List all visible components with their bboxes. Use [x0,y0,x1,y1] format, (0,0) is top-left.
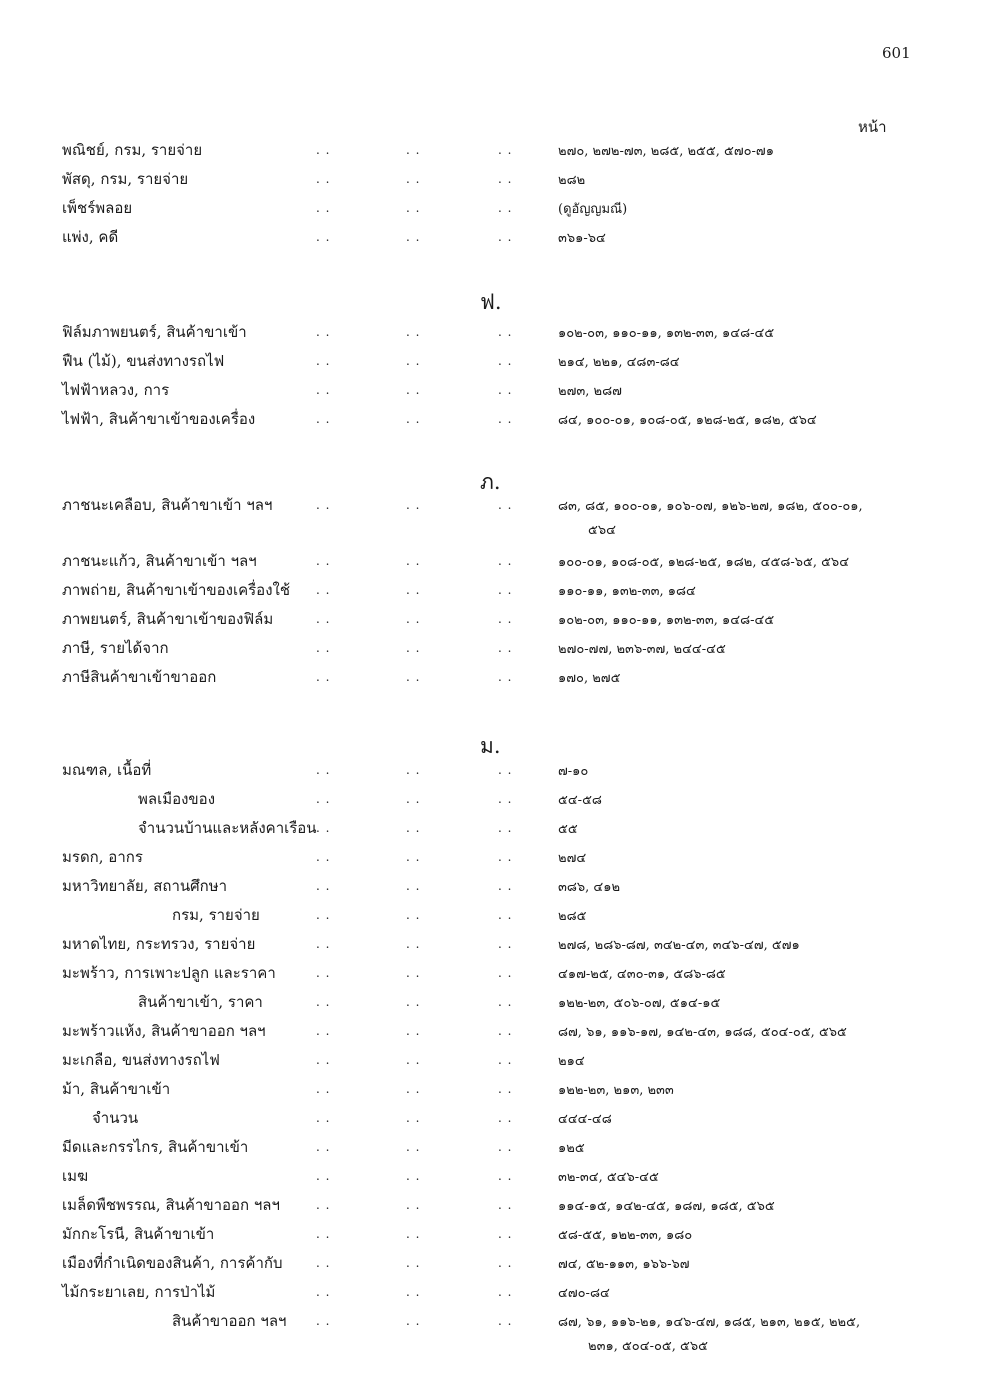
leader-dots: . . [498,995,513,1009]
leader-dots: . . [316,1082,331,1096]
entry-term: ภาษี, รายได้จาก [62,639,169,657]
leader-dots: . . [316,1169,331,1183]
leader-dots: . . [316,641,331,655]
entry-term: พณิชย์, กรม, รายจ่าย [62,141,203,159]
leader-dots: . . [406,143,421,157]
entry-pages-continued: ๒๓๑, ๕๐๔-๐๕, ๕๖๕ [588,1339,708,1354]
index-entry [62,963,932,989]
entry-pages: ๒๑๔ [558,1054,585,1069]
leader-dots: . . [406,641,421,655]
leader-dots: . . [498,1227,513,1241]
index-entry [62,380,932,406]
leader-dots: . . [316,763,331,777]
leader-dots: . . [498,1140,513,1154]
entry-pages: ๔๑๗-๒๕, ๔๓๐-๓๑, ๕๘๖-๘๕ [558,967,726,982]
entry-pages: ๘๗, ๖๑, ๑๑๖-๑๗, ๑๔๒-๔๓, ๑๘๘, ๕๐๔-๐๕, ๕๖๕ [558,1025,847,1040]
entry-term: แพ่ง, คดี [62,228,119,246]
leader-dots: . . [498,583,513,597]
leader-dots: . . [498,792,513,806]
leader-dots: . . [498,879,513,893]
entry-term: พลเมืองของ [138,790,216,808]
entry-term: จำนวน [92,1109,139,1127]
index-entry [62,409,932,435]
entry-term: เมืองที่กำเนิดของสินค้า, การค้ากับ [62,1254,283,1272]
leader-dots: . . [406,498,421,512]
leader-dots: . . [316,230,331,244]
leader-dots: . . [316,583,331,597]
leader-dots: . . [406,908,421,922]
leader-dots: . . [316,554,331,568]
index-entry [62,1050,932,1076]
leader-dots: . . [316,354,331,368]
index-entry [62,789,932,815]
leader-dots: . . [406,412,421,426]
entry-pages-continued: ๕๖๔ [588,523,616,538]
leader-dots: . . [498,1082,513,1096]
leader-dots: . . [498,325,513,339]
entry-term: มะเกลือ, ขนส่งทางรถไฟ [62,1051,220,1069]
leader-dots: . . [316,879,331,893]
index-entry [62,1137,932,1163]
entry-term: กรม, รายจ่าย [172,906,260,924]
entry-pages: ๑๑๐-๑๑, ๑๓๒-๓๓, ๑๘๔ [558,584,696,599]
index-entry [62,1311,932,1354]
leader-dots: . . [406,1285,421,1299]
leader-dots: . . [316,966,331,980]
entry-pages: ๕๔-๕๘ [558,793,602,808]
entry-pages: ๗-๑๐ [558,764,589,779]
leader-dots: . . [406,995,421,1009]
entry-term: ไม้กระยาเลย, การป่าไม้ [62,1283,216,1301]
entry-term: มณฑล, เนื้อที่ [62,761,152,779]
index-entry [62,580,932,606]
entry-pages: ๓๖๑-๖๔ [558,231,606,246]
leader-dots: . . [316,1111,331,1125]
entry-pages: ๑๒๒-๒๓, ๕๐๖-๐๗, ๕๑๔-๑๕ [558,996,721,1011]
entry-pages: ๕๘-๕๕, ๑๒๒-๓๓, ๑๘๐ [558,1228,693,1243]
entry-term: ภาชนะเคลือบ, สินค้าขาเข้า ฯลฯ [62,496,273,514]
section-letter: ม. [480,734,501,758]
entry-pages: ๕๕ [558,822,578,837]
index-entry [62,609,932,635]
leader-dots: . . [316,172,331,186]
entry-pages: ๑๐๐-๐๑, ๑๐๘-๐๕, ๑๒๘-๒๕, ๑๘๒, ๔๕๘-๖๕, ๕๖๔ [558,555,850,570]
index-entry [62,551,932,577]
leader-dots: . . [316,850,331,864]
leader-dots: . . [406,1053,421,1067]
entry-pages: ๑๒๒-๒๓, ๒๑๓, ๒๓๓ [558,1083,674,1098]
index-entry [62,847,932,873]
leader-dots: . . [498,908,513,922]
leader-dots: . . [316,325,331,339]
leader-dots: . . [316,612,331,626]
leader-dots: . . [316,670,331,684]
index-entry [62,198,932,224]
page-number: 601 [882,44,911,62]
entry-term: ภาษีสินค้าขาเข้าขาออก [62,668,217,686]
leader-dots: . . [498,763,513,777]
entry-pages: ๒๗๓, ๒๘๗ [558,384,622,399]
index-entry [62,760,932,786]
entry-term: ฟืน (ไม้), ขนส่งทางรถไฟ [62,352,225,370]
index-entry [62,169,932,195]
index-entry [62,876,932,902]
entry-term: จำนวนบ้านและหลังคาเรือน [138,819,317,837]
leader-dots: . . [406,1111,421,1125]
section-letter: ฟ. [480,290,502,314]
leader-dots: . . [316,792,331,806]
leader-dots: . . [406,850,421,864]
index-entry [62,322,932,348]
entry-pages: ๒๘๕ [558,909,587,924]
leader-dots: . . [406,1169,421,1183]
leader-dots: . . [498,937,513,951]
index-entry [62,934,932,960]
leader-dots: . . [406,1140,421,1154]
leader-dots: . . [406,792,421,806]
leader-dots: . . [316,1314,331,1328]
leader-dots: . . [406,763,421,777]
leader-dots: . . [316,498,331,512]
section-letter: ภ. [480,470,501,494]
leader-dots: . . [498,1314,513,1328]
leader-dots: . . [316,937,331,951]
leader-dots: . . [406,1227,421,1241]
leader-dots: . . [498,201,513,215]
index-entry [62,1282,932,1308]
entry-pages: ๑๗๐, ๒๗๕ [558,671,621,686]
index-entry [62,638,932,664]
index-entry [62,1224,932,1250]
entry-pages: ๘๓, ๘๕, ๑๐๐-๐๑, ๑๐๖-๐๗, ๑๒๖-๒๗, ๑๘๒, ๕๐๐-๐๑, [558,499,863,514]
page-column-label: หน้า [858,118,887,136]
leader-dots: . . [498,143,513,157]
leader-dots: . . [316,412,331,426]
leader-dots: . . [316,1024,331,1038]
entry-term: ภาชนะแก้ว, สินค้าขาเข้า ฯลฯ [62,552,257,570]
leader-dots: . . [316,908,331,922]
leader-dots: . . [406,1024,421,1038]
entry-term: ภาพถ่าย, สินค้าขาเข้าของเครื่องใช้ [62,581,291,599]
entry-pages: ๘๔, ๑๐๐-๐๑, ๑๐๘-๐๕, ๑๒๘-๒๕, ๑๘๒, ๕๖๔ [558,413,817,428]
leader-dots: . . [498,412,513,426]
entry-term: ม้า, สินค้าขาเข้า [62,1080,171,1098]
leader-dots: . . [316,383,331,397]
leader-dots: . . [406,325,421,339]
leader-dots: . . [498,1053,513,1067]
entry-term: เพ็ชร์พลอย [62,199,133,217]
entry-pages: (ดูอัญญมณี) [558,202,628,217]
leader-dots: . . [406,583,421,597]
leader-dots: . . [498,230,513,244]
leader-dots: . . [498,498,513,512]
leader-dots: . . [406,966,421,980]
leader-dots: . . [406,172,421,186]
leader-dots: . . [406,879,421,893]
entry-term: มักกะโรนี, สินค้าขาเข้า [62,1225,215,1243]
leader-dots: . . [406,383,421,397]
entry-pages: ๓๘๖, ๔๑๒ [558,880,621,895]
leader-dots: . . [316,1256,331,1270]
entry-term: มรดก, อากร [62,848,143,866]
leader-dots: . . [406,554,421,568]
leader-dots: . . [406,1198,421,1212]
leader-dots: . . [406,201,421,215]
leader-dots: . . [498,821,513,835]
entry-term: มหาวิทยาลัย, สถานศึกษา [62,877,228,895]
entry-pages: ๗๔, ๕๒-๑๑๓, ๑๖๖-๖๗ [558,1257,690,1272]
index-entry [62,1079,932,1105]
entry-term: ฟิล์มภาพยนตร์, สินค้าขาเข้า [62,323,247,341]
leader-dots: . . [316,1140,331,1154]
index-entry [62,1166,932,1192]
index-entry [62,1108,932,1134]
leader-dots: . . [316,1227,331,1241]
index-entry [62,140,932,166]
leader-dots: . . [406,1314,421,1328]
leader-dots: . . [406,821,421,835]
leader-dots: . . [498,966,513,980]
index-entry [62,992,932,1018]
entry-pages: ๑๐๒-๐๓, ๑๑๐-๑๑, ๑๓๒-๓๓, ๑๔๘-๔๕ [558,326,775,341]
entry-pages: ๒๗๔ [558,851,587,866]
index-entry [62,1253,932,1279]
entry-term: เมล็ดพืชพรรณ, สินค้าขาออก ฯลฯ [62,1196,280,1214]
leader-dots: . . [498,1024,513,1038]
entry-term: เมฆ [62,1167,89,1185]
entry-term: สินค้าขาเข้า, ราคา [138,993,263,1011]
entry-pages: ๑๒๕ [558,1141,585,1156]
entry-term: มะพร้าว, การเพาะปลูก และราคา [62,964,276,982]
entry-pages: ๒๘๒ [558,173,586,188]
entry-term: สินค้าขาออก ฯลฯ [172,1312,287,1330]
entry-term: ภาพยนตร์, สินค้าขาเข้าของฟิล์ม [62,610,274,628]
leader-dots: . . [406,1082,421,1096]
leader-dots: . . [316,1285,331,1299]
index-entry [62,495,932,538]
leader-dots: . . [498,1198,513,1212]
entry-term: มีดและกรรไกร, สินค้าขาเข้า [62,1138,249,1156]
entry-term: ไฟฟ้า, สินค้าขาเข้าของเครื่อง [62,410,256,428]
leader-dots: . . [498,383,513,397]
entry-pages: ๒๗๘, ๒๘๖-๘๗, ๓๔๒-๔๓, ๓๔๖-๔๗, ๕๗๑ [558,938,800,953]
index-entry [62,227,932,253]
index-entry [62,905,932,931]
leader-dots: . . [498,641,513,655]
leader-dots: . . [406,670,421,684]
entry-pages: ๘๗, ๖๑, ๑๑๖-๒๑, ๑๔๖-๔๗, ๑๘๕, ๒๑๓, ๒๑๕, ๒๒๕, [558,1315,861,1330]
index-entry [62,1021,932,1047]
leader-dots: . . [316,821,331,835]
entry-pages: ๑๐๒-๐๓, ๑๑๐-๑๑, ๑๓๒-๓๓, ๑๔๘-๔๕ [558,613,775,628]
leader-dots: . . [498,554,513,568]
leader-dots: . . [316,1198,331,1212]
entry-pages: ๔๔๔-๔๘ [558,1112,612,1127]
entry-term: พัสดุ, กรม, รายจ่าย [62,170,189,188]
leader-dots: . . [498,1256,513,1270]
leader-dots: . . [498,850,513,864]
leader-dots: . . [498,1169,513,1183]
index-entry [62,1195,932,1221]
leader-dots: . . [498,354,513,368]
leader-dots: . . [406,1256,421,1270]
index-entry [62,351,932,377]
leader-dots: . . [498,1111,513,1125]
index-entry [62,667,932,693]
entry-pages: ๒๗๐, ๒๗๒-๗๓, ๒๘๕, ๒๕๕, ๕๗๐-๗๑ [558,144,774,159]
entry-pages: ๑๑๔-๑๕, ๑๔๒-๔๕, ๑๘๗, ๑๘๕, ๕๖๕ [558,1199,775,1214]
entry-pages: ๒๑๔, ๒๒๑, ๔๘๓-๘๔ [558,355,680,370]
entry-pages: ๓๒-๓๔, ๕๔๖-๔๕ [558,1170,659,1185]
leader-dots: . . [316,201,331,215]
leader-dots: . . [406,230,421,244]
entry-term: มหาดไทย, กระทรวง, รายจ่าย [62,935,256,953]
leader-dots: . . [316,995,331,1009]
index-entry [62,818,932,844]
leader-dots: . . [316,1053,331,1067]
leader-dots: . . [498,172,513,186]
leader-dots: . . [406,937,421,951]
leader-dots: . . [406,354,421,368]
leader-dots: . . [316,143,331,157]
entry-pages: ๔๗๐-๘๔ [558,1286,610,1301]
leader-dots: . . [498,612,513,626]
leader-dots: . . [406,612,421,626]
leader-dots: . . [498,670,513,684]
entry-term: มะพร้าวแห้ง, สินค้าขาออก ฯลฯ [62,1022,266,1040]
entry-pages: ๒๗๐-๗๗, ๒๓๖-๓๗, ๒๔๔-๔๕ [558,642,726,657]
entry-term: ไฟฟ้าหลวง, การ [62,381,170,399]
leader-dots: . . [498,1285,513,1299]
